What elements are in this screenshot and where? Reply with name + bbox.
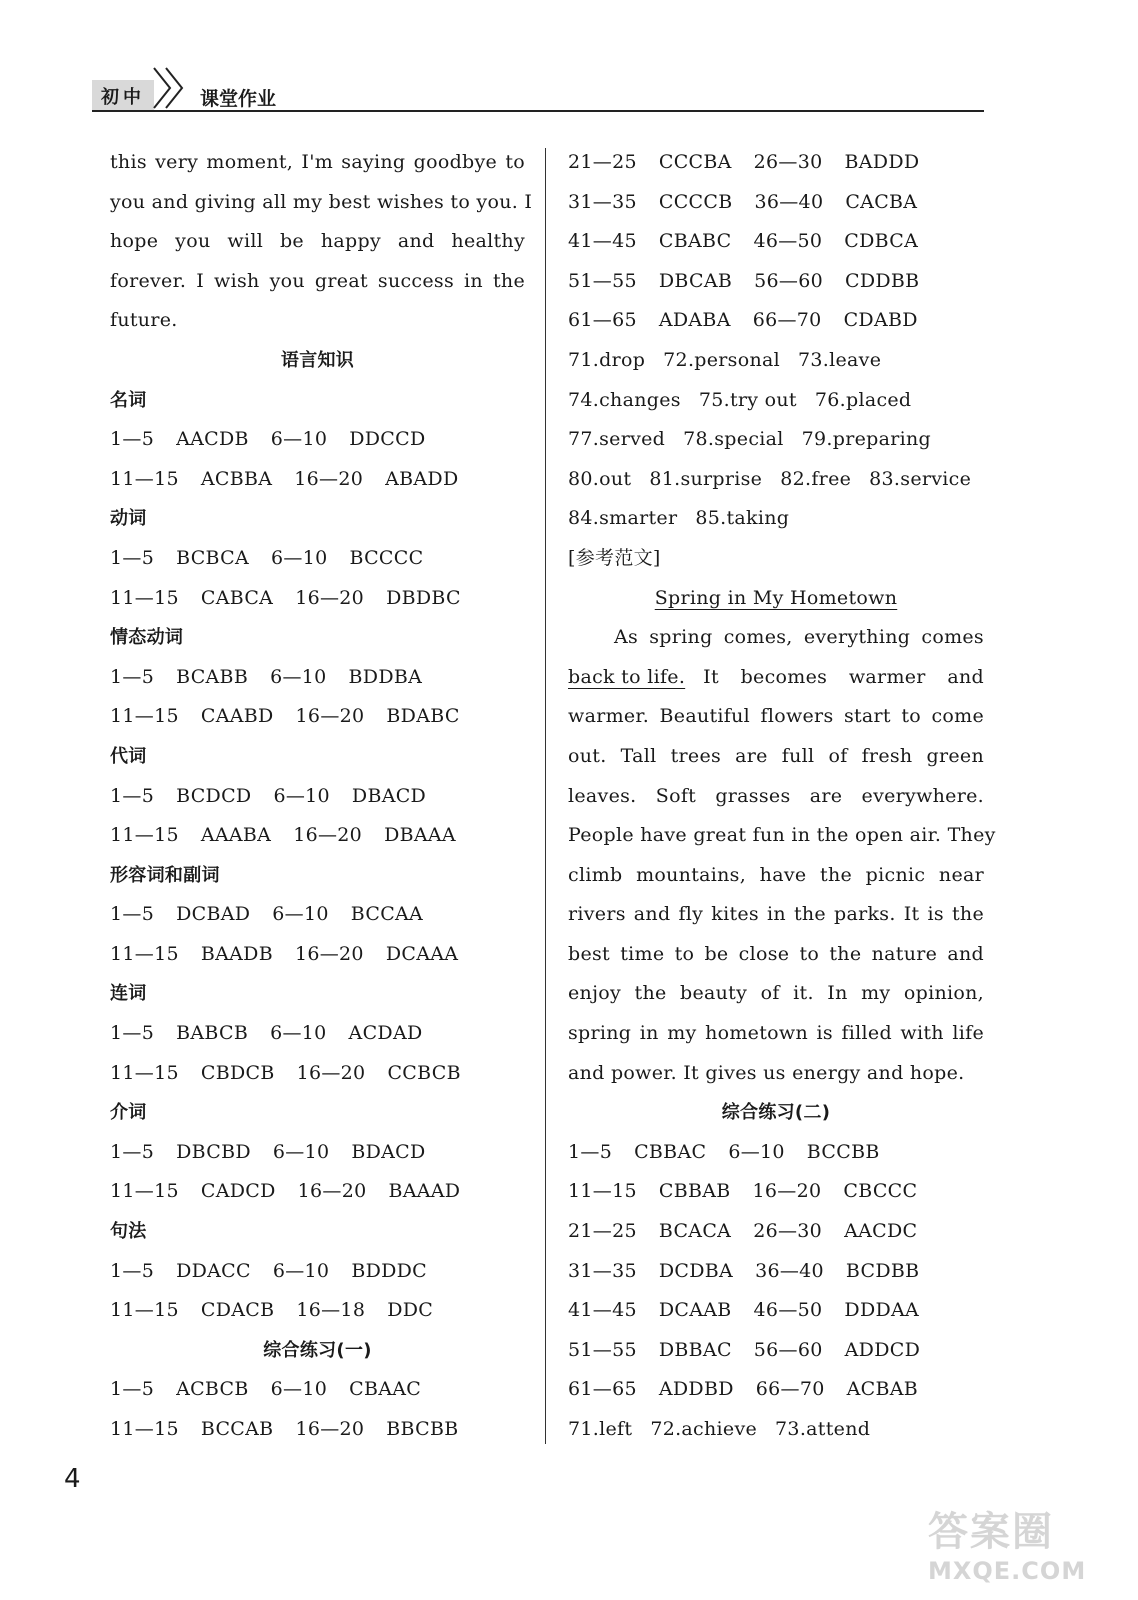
answer-row bbox=[110, 816, 525, 856]
answer-range: 16—20 bbox=[752, 1180, 822, 1203]
answer-range: 6—10 bbox=[272, 1140, 330, 1163]
grammar-sections bbox=[110, 381, 525, 1331]
essay-line: spring in my hometown is filled with life bbox=[568, 1022, 984, 1045]
answer-answers: DBBAC bbox=[658, 1338, 732, 1361]
answer-answers: DCBAD bbox=[176, 903, 251, 926]
answer-range: 16—20 bbox=[295, 705, 365, 728]
answer-range: 11—15 bbox=[110, 1418, 179, 1440]
answer-row bbox=[568, 1133, 984, 1173]
word-answer-row bbox=[568, 499, 984, 539]
answer-range: 31—35 bbox=[568, 190, 637, 213]
answer-answers: BCABB bbox=[176, 665, 249, 688]
answer-row bbox=[110, 1133, 525, 1173]
column-divider bbox=[545, 148, 546, 1444]
word-answer-row bbox=[568, 341, 984, 381]
answer-range: 11—15 bbox=[568, 1180, 637, 1203]
answer-range: 46—50 bbox=[753, 230, 823, 253]
answer-range: 11—15 bbox=[110, 467, 179, 490]
word-answer-row bbox=[568, 420, 984, 460]
answer-range: 36—40 bbox=[754, 190, 824, 213]
answer-answers: DBAAA bbox=[384, 824, 456, 847]
answer-answers: ACBAB bbox=[846, 1378, 919, 1401]
practice2-word-answers bbox=[568, 1410, 984, 1450]
answer-answers: DDDAA bbox=[844, 1299, 920, 1322]
practice1-answers bbox=[110, 1370, 525, 1449]
answer-row bbox=[568, 222, 984, 262]
answer-answers: BAAAD bbox=[388, 1180, 461, 1203]
left-column bbox=[110, 143, 533, 1450]
answer-range: 41—45 bbox=[568, 230, 637, 253]
word-answer: 72.personal bbox=[663, 348, 781, 371]
answer-range: 66—70 bbox=[755, 1378, 825, 1401]
answer-range: 66—70 bbox=[752, 309, 822, 332]
answer-range: 11—15 bbox=[110, 824, 179, 847]
answer-answers: CABCA bbox=[200, 586, 274, 609]
word-answer: 81.surprise bbox=[649, 467, 763, 490]
answer-range: 6—10 bbox=[270, 1378, 328, 1401]
answer-range: 26—30 bbox=[753, 1220, 823, 1243]
word-answer: 74.changes bbox=[568, 388, 681, 411]
answer-answers: BCCAB bbox=[200, 1418, 274, 1440]
answer-range: 11—15 bbox=[110, 705, 179, 728]
answer-answers: BABCB bbox=[176, 1022, 249, 1045]
answer-answers: DCAAB bbox=[658, 1299, 732, 1322]
answer-answers: BBCBB bbox=[386, 1418, 459, 1440]
answer-answers: CBAAC bbox=[349, 1378, 422, 1401]
word-answer: 84.smarter bbox=[568, 507, 678, 530]
answer-answers: CBDCB bbox=[200, 1061, 275, 1084]
answer-answers: DCDBA bbox=[658, 1259, 734, 1282]
answer-range: 6—10 bbox=[271, 546, 328, 569]
answer-answers: BCACA bbox=[658, 1220, 732, 1243]
essay-line: rivers and fly kites in the parks. It is the bbox=[568, 903, 984, 926]
answer-row bbox=[568, 1331, 984, 1371]
answer-answers: BDDBA bbox=[348, 665, 423, 688]
answer-answers: ABADD bbox=[385, 467, 459, 490]
answer-range: 61—65 bbox=[568, 309, 637, 332]
answer-answers: DBCBD bbox=[176, 1140, 251, 1163]
answer-row bbox=[110, 1291, 525, 1331]
answer-range: 21—25 bbox=[568, 151, 637, 173]
essay-line: and power. It gives us energy and hope. bbox=[568, 1061, 965, 1084]
answer-answers: DDACC bbox=[176, 1259, 251, 1282]
answer-answers: ACDAD bbox=[348, 1022, 423, 1045]
answer-row bbox=[110, 460, 525, 500]
answer-answers: CCCCB bbox=[658, 190, 733, 213]
answer-range: 21—25 bbox=[568, 1220, 637, 1243]
essay-line: best time to be close to the nature and bbox=[568, 942, 984, 965]
answer-row bbox=[110, 1054, 525, 1094]
sample-essay-body bbox=[568, 697, 996, 1053]
answer-range: 46—50 bbox=[753, 1299, 823, 1322]
answer-answers: BDACD bbox=[351, 1140, 426, 1163]
watermark: 答案圈 MXQE.COM bbox=[928, 1509, 1087, 1585]
essay-line: leaves. Soft grasses are everywhere. bbox=[568, 784, 984, 807]
answer-range: 11—15 bbox=[110, 1061, 179, 1084]
word-answer: 73.attend bbox=[775, 1418, 871, 1440]
answer-range: 16—18 bbox=[296, 1299, 366, 1322]
answer-range: 1—5 bbox=[110, 784, 155, 807]
header-rule bbox=[92, 110, 984, 112]
answer-answers: AAABA bbox=[200, 824, 272, 847]
answer-range: 36—40 bbox=[755, 1259, 824, 1282]
answer-answers: CDACB bbox=[200, 1299, 275, 1322]
answer-answers: CDDBB bbox=[845, 269, 920, 292]
answer-answers: CACBA bbox=[845, 190, 918, 213]
answer-row bbox=[110, 935, 525, 975]
answer-answers: BCDBB bbox=[845, 1259, 920, 1282]
answer-row bbox=[110, 777, 525, 817]
answer-range: 6—10 bbox=[272, 903, 329, 926]
category-heading: 介词 bbox=[110, 1102, 147, 1124]
answer-answers: DBDBC bbox=[386, 586, 461, 609]
answer-answers: DBCAB bbox=[658, 269, 733, 292]
answer-answers: DBACD bbox=[351, 784, 427, 807]
answer-range: 11—15 bbox=[110, 1299, 179, 1322]
answer-range: 61—65 bbox=[568, 1378, 637, 1401]
answer-row bbox=[568, 1291, 984, 1331]
answer-range: 16—20 bbox=[295, 1418, 365, 1440]
word-answer: 82.free bbox=[780, 467, 852, 490]
essay-line: out. Tall trees are full of fresh green bbox=[568, 744, 984, 767]
section-heading: 语言知识 bbox=[280, 349, 355, 371]
answer-row bbox=[568, 1370, 984, 1410]
double-chevron-icon bbox=[150, 64, 190, 112]
answer-range: 11—15 bbox=[110, 1180, 179, 1203]
answer-answers: CBABC bbox=[658, 230, 732, 253]
practice1-word-answers bbox=[568, 341, 984, 539]
answer-range: 26—30 bbox=[753, 151, 823, 173]
category-heading: 形容词和副词 bbox=[110, 864, 220, 886]
answer-row bbox=[110, 1172, 525, 1212]
answer-row bbox=[110, 697, 525, 737]
answer-range: 1—5 bbox=[110, 546, 155, 569]
answer-row bbox=[568, 1212, 984, 1252]
category-heading: 名词 bbox=[110, 389, 147, 411]
essay-line: hope you will be happy and healthy bbox=[110, 230, 525, 253]
answer-row bbox=[110, 1014, 525, 1054]
essay-line: this very moment, I'm saying goodbye to bbox=[110, 151, 525, 173]
answer-range: 11—15 bbox=[110, 942, 179, 965]
answer-range: 16—20 bbox=[295, 586, 365, 609]
answer-answers: ADABA bbox=[658, 309, 731, 332]
answer-range: 6—10 bbox=[270, 428, 328, 451]
answer-answers: BCCAA bbox=[350, 903, 424, 926]
answer-answers: ADDCD bbox=[844, 1338, 921, 1361]
category-heading: 情态动词 bbox=[110, 627, 184, 649]
page-header bbox=[92, 62, 984, 112]
answer-row bbox=[110, 579, 525, 619]
word-answer: 72.achieve bbox=[650, 1418, 758, 1440]
sample-essay-title: Spring in My Hometown bbox=[654, 586, 898, 609]
essay-line: forever. I wish you great success in the bbox=[110, 269, 525, 292]
answer-row bbox=[568, 183, 984, 223]
essay-line: enjoy the beauty of it. In my opinion, bbox=[568, 982, 984, 1005]
answer-range: 1—5 bbox=[110, 428, 155, 451]
answer-range: 31—35 bbox=[568, 1259, 637, 1282]
level-badge: 初中 bbox=[92, 80, 154, 112]
answer-range: 56—60 bbox=[753, 1338, 823, 1361]
category-heading: 连词 bbox=[110, 983, 147, 1005]
answer-answers: DCAAA bbox=[385, 942, 459, 965]
answer-answers: BADDD bbox=[844, 151, 920, 173]
answer-answers: DDCCD bbox=[349, 428, 426, 451]
answer-range: 1—5 bbox=[110, 903, 155, 926]
word-answer: 73.leave bbox=[798, 348, 882, 371]
answer-row bbox=[568, 301, 984, 341]
answer-answers: BCBCA bbox=[176, 546, 250, 569]
answer-range: 6—10 bbox=[728, 1140, 785, 1163]
essay-line: future. bbox=[110, 309, 178, 332]
essay-line: climb mountains, have the picnic near bbox=[568, 863, 984, 886]
sample-essay-label: [参考范文] bbox=[568, 546, 661, 569]
answer-range: 11—15 bbox=[110, 586, 179, 609]
answer-answers: AACDB bbox=[176, 428, 249, 451]
answer-range: 1—5 bbox=[110, 1140, 155, 1163]
practice2-heading: 综合练习(二) bbox=[721, 1102, 831, 1124]
word-answer-row bbox=[568, 460, 984, 500]
answer-row bbox=[568, 1172, 984, 1212]
practice2-answers bbox=[568, 1133, 984, 1410]
answer-range: 41—45 bbox=[568, 1299, 637, 1322]
word-answer: 80.out bbox=[568, 467, 632, 490]
answer-row bbox=[110, 895, 525, 935]
answer-answers: ADDBD bbox=[658, 1378, 734, 1401]
word-answer: 76.placed bbox=[814, 388, 912, 411]
answer-answers: BCCCC bbox=[349, 546, 424, 569]
answer-range: 51—55 bbox=[568, 1338, 637, 1361]
answer-row bbox=[110, 1410, 525, 1450]
answer-range: 1—5 bbox=[110, 665, 155, 688]
answer-range: 16—20 bbox=[294, 467, 364, 490]
essay-line: warmer. Beautiful flowers start to come bbox=[568, 705, 984, 728]
answer-answers: CDABD bbox=[843, 309, 918, 332]
answer-answers: BCDCD bbox=[176, 784, 252, 807]
answer-range: 6—10 bbox=[270, 1022, 327, 1045]
answer-range: 6—10 bbox=[272, 1259, 330, 1282]
answer-answers: CBBAB bbox=[658, 1180, 731, 1203]
answer-range: 56—60 bbox=[754, 269, 823, 292]
practice1-heading: 综合练习(一) bbox=[263, 1339, 372, 1361]
answer-answers: CBBAC bbox=[634, 1140, 707, 1163]
answer-range: 1—5 bbox=[110, 1259, 155, 1282]
answer-answers: BDABC bbox=[386, 705, 460, 728]
answer-row bbox=[110, 420, 525, 460]
answer-row bbox=[110, 658, 525, 698]
word-answer: 79.preparing bbox=[801, 428, 931, 451]
answer-row bbox=[110, 1252, 525, 1292]
answer-answers: CDBCA bbox=[844, 230, 919, 253]
essay-line: As spring comes, everything comes bbox=[614, 626, 984, 649]
answer-row bbox=[568, 262, 984, 302]
answer-answers: BCCBB bbox=[806, 1140, 880, 1163]
answer-range: 1—5 bbox=[110, 1022, 155, 1045]
word-answer-row bbox=[568, 381, 984, 421]
answer-answers: ACBBA bbox=[200, 467, 273, 490]
answer-answers: ACBCB bbox=[176, 1378, 249, 1401]
essay-line: back to life. It becomes warmer and bbox=[568, 665, 984, 688]
word-answer: 83.service bbox=[869, 467, 972, 490]
answer-range: 16—20 bbox=[294, 942, 364, 965]
answer-range: 6—10 bbox=[270, 665, 327, 688]
answer-range: 16—20 bbox=[296, 1061, 366, 1084]
answer-answers: CCCBA bbox=[658, 151, 732, 173]
answer-range: 1—5 bbox=[110, 1378, 155, 1401]
answer-answers: AACDC bbox=[844, 1220, 918, 1243]
answer-answers: CBCCC bbox=[843, 1180, 918, 1203]
answer-row bbox=[110, 1370, 525, 1410]
page-number: 4 bbox=[64, 1464, 81, 1494]
essay-line: you and giving all my best wishes to you. I bbox=[110, 190, 533, 213]
answer-row bbox=[568, 143, 984, 183]
answer-answers: BAADB bbox=[200, 942, 273, 965]
answer-range: 1—5 bbox=[568, 1140, 613, 1163]
answer-row bbox=[110, 539, 525, 579]
right-column bbox=[568, 143, 996, 1450]
category-heading: 句法 bbox=[110, 1221, 147, 1243]
answer-row bbox=[568, 1252, 984, 1292]
word-answer: 85.taking bbox=[695, 507, 790, 530]
category-heading: 动词 bbox=[110, 508, 147, 530]
essay-line: People have great fun in the open air. They bbox=[568, 824, 996, 847]
answer-answers: BDDDC bbox=[351, 1259, 428, 1282]
answer-range: 16—20 bbox=[293, 824, 363, 847]
word-answer: 71.drop bbox=[568, 348, 646, 371]
word-answer: 78.special bbox=[683, 428, 784, 451]
category-heading: 代词 bbox=[110, 745, 147, 767]
word-answer: 75.try out bbox=[698, 388, 797, 411]
answer-answers: DDC bbox=[387, 1299, 434, 1322]
answer-range: 16—20 bbox=[297, 1180, 367, 1203]
word-answer: 71.left bbox=[568, 1418, 633, 1440]
answer-answers: CCBCB bbox=[387, 1061, 461, 1084]
answer-answers: CAABD bbox=[200, 705, 274, 728]
word-answer: 77.served bbox=[568, 428, 666, 451]
practice1-answers-cont bbox=[568, 143, 984, 341]
answer-answers: CADCD bbox=[200, 1180, 276, 1203]
book-title: 课堂作业 bbox=[200, 88, 277, 110]
answer-range: 51—55 bbox=[568, 269, 637, 292]
word-answer-row bbox=[568, 1410, 984, 1450]
answer-range: 6—10 bbox=[273, 784, 330, 807]
